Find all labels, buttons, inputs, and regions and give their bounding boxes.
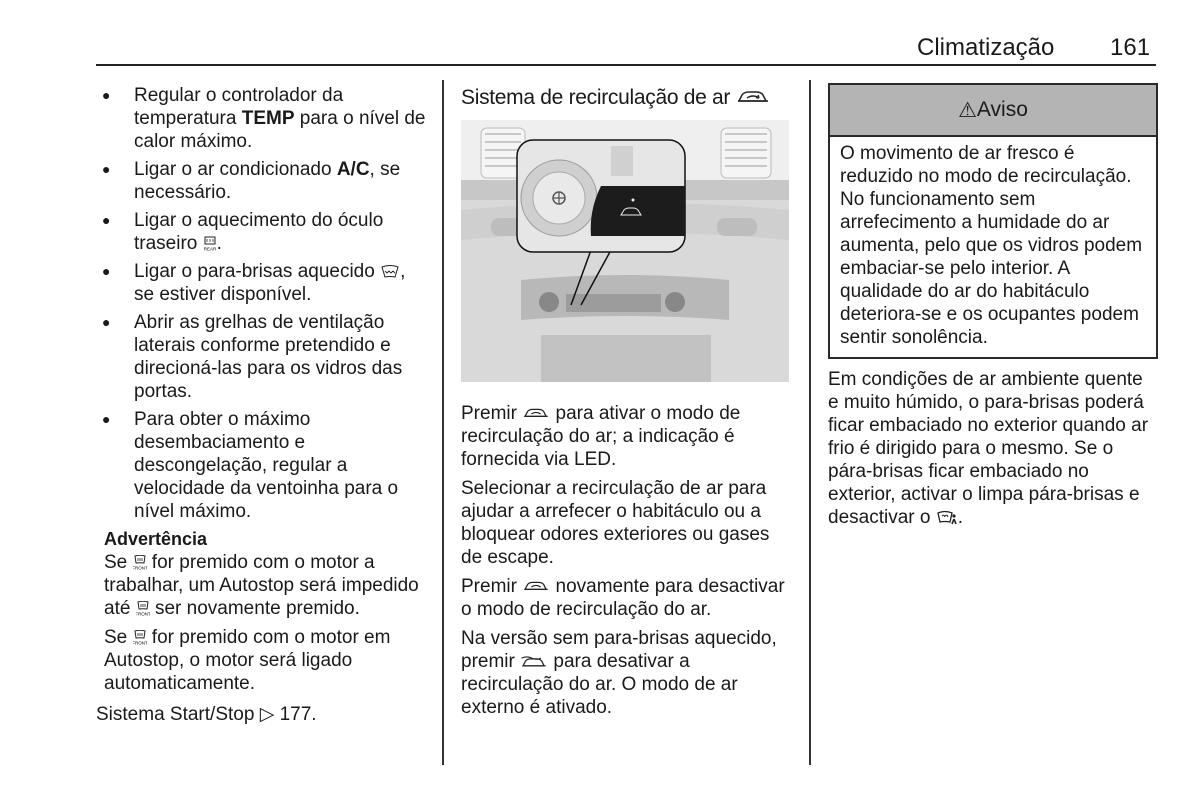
cross-reference: Sistema Start/Stop ▷ 177.	[96, 704, 317, 725]
paragraph: Na versão sem para-brisas aquecido, premir para desativar a recirculação do ar. O modo de ar externo é ativado.	[461, 628, 777, 718]
paragraph: Premir novamente para desactivar o modo de recirculação do ar.	[461, 576, 785, 620]
advert-title: Advertência	[104, 529, 208, 549]
header-rule	[96, 64, 1156, 66]
list-item: ● Para obter o máximo desembaciamento e descongelação, regular a velocidade da ventoinha para o nível máximo.	[96, 408, 426, 523]
recirculation-icon	[522, 580, 550, 594]
recirculation-icon	[736, 89, 770, 107]
paragraph: Selecionar a recirculação de ar para ajudar a arrefecer o habitáculo ou a bloquear odores exteriores ou gases de escape.	[461, 478, 770, 568]
reference-arrow-icon: ▷	[259, 704, 275, 725]
list-item: ● Ligar o para-brisas aquecido , se estiver disponível.	[96, 260, 426, 306]
front-defrost-icon	[136, 601, 150, 617]
warning-header	[830, 85, 1156, 137]
heated-windscreen-icon	[380, 265, 400, 279]
console-photo	[461, 120, 789, 382]
chapter-title: Climatização	[917, 34, 1055, 61]
recirculation-icon	[522, 407, 550, 421]
svg-text:FRONT: FRONT	[135, 611, 150, 617]
warning-title: Aviso	[976, 98, 1028, 121]
rear-defrost-icon	[203, 236, 217, 252]
warning-box	[828, 83, 1158, 359]
front-defrost-icon	[133, 630, 147, 646]
paragraph: Premir para ativar o modo de recirculação do ar; a indicação é fornecida via LED.	[461, 403, 741, 470]
paragraph: Em condições de ar ambiente quente e muito húmido, o para-brisas poderá ficar embaciado no exterior quando ar frio é dirigido para o mesmo. Se o pára-brisas ficar embaciado no exterior, activar o limpa pára-brisas e desactivar o .	[828, 369, 1149, 528]
list-item: ● Regular o controlador da temperatura TEMP para o nível de calor máximo.	[96, 84, 426, 153]
warning-triangle-icon: ⚠	[958, 98, 977, 122]
front-defrost-icon	[133, 555, 147, 571]
list-item: ● Ligar o aquecimento do óculo traseiro REAR .	[96, 209, 426, 255]
warning-text: O movimento de ar fresco é reduzido no modo de recirculação. No funcionamento sem arrefecimento a humidade do ar aumenta, pelo que os vidros podem embaciar-se pelo interior. A qualidade do ar do habitáculo deteriora-se e os ocupantes podem sentir sonolência.	[840, 143, 1143, 348]
page-number: 161	[1110, 34, 1151, 61]
section-title: Sistema de recirculação de ar	[461, 86, 770, 110]
column-1	[96, 84, 426, 732]
svg-text:REAR: REAR	[203, 246, 216, 252]
column-divider-2	[809, 80, 811, 765]
advert-paragraph: Se FRONT for premido com o motor a trabalhar, um Autostop será impedido até FRONT ser novamente premido.	[104, 552, 419, 619]
column-divider-1	[442, 80, 444, 765]
outside-air-icon	[520, 655, 548, 669]
svg-text:FRONT: FRONT	[132, 640, 147, 646]
instruction-list	[96, 84, 426, 523]
windscreen-air-icon	[936, 510, 958, 526]
advert-paragraph: Se FRONT for premido com o motor em Autostop, o motor será ligado automaticamente.	[104, 627, 391, 694]
svg-text:FRONT: FRONT	[132, 565, 147, 571]
list-item: ● Abrir as grelhas de ventilação laterais conforme pretendido e direcioná-las para os vidros das portas.	[96, 311, 426, 403]
column-2	[461, 402, 793, 725]
list-item: ● Ligar o ar condicionado A/C, se necessário.	[96, 158, 426, 204]
column-3	[828, 368, 1158, 535]
